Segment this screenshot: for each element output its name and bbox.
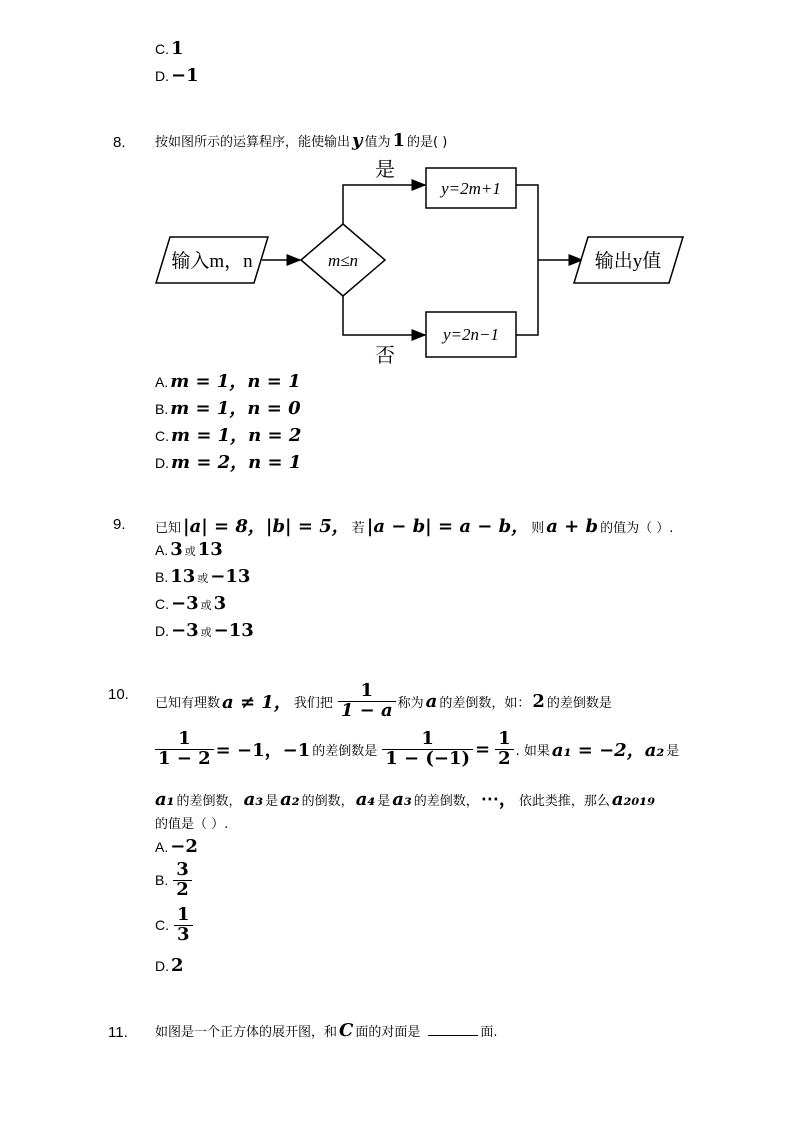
option-value: m = 1，n = 2 <box>171 425 302 446</box>
option-letter: D. <box>155 455 169 471</box>
option-value: m = 1，n = 0 <box>170 398 301 419</box>
question-number-9: 9. <box>113 516 126 533</box>
option-letter: C. <box>155 41 169 57</box>
decision-label: m≤n <box>327 251 359 270</box>
question-number-8: 8. <box>113 134 126 151</box>
option-letter: C. <box>155 596 169 612</box>
q9-option-a[interactable]: A. 3 或 13 <box>155 539 223 560</box>
option-letter: A. <box>155 374 169 390</box>
option-letter: D. <box>155 958 169 974</box>
question-number-11: 11. <box>108 1024 128 1041</box>
option-value: m = 1，n = 1 <box>170 371 301 392</box>
no-branch-arrow <box>343 296 425 335</box>
q9-option-c[interactable]: C. −3 或 3 <box>155 593 227 614</box>
input-label: 输入m，n <box>171 251 253 272</box>
q10-line-1: 已知有理数 a ≠ 1， 我们把 $\frac{1}{1 - a}$ 称为 a 的差倒数，如： 2 的差倒数是 <box>155 680 612 721</box>
answer-blank[interactable] <box>428 1021 478 1036</box>
q9-stem: 已知 |a| = 8，|b| = 5， 若 |a − b| = a − b， 则 a + b 的值为（ ）. <box>155 516 674 537</box>
top-box-label: y=2m+1 <box>441 179 501 198</box>
q8-stem: 按如图所示的运算程序，能使输出 y 值为 1 的是( ) <box>155 130 448 151</box>
option-value: m = 2，n = 1 <box>171 452 302 473</box>
yes-branch-arrow <box>343 185 425 224</box>
option-letter: D. <box>155 68 169 84</box>
option-value: −2 <box>170 836 198 857</box>
q10-line-2: $\frac{1}{1 - 2}$ = −1，−1 的差倒数是 $\frac{1}{1 - (-1)}$ = $\frac{1}{2}$ . 如果 a₁ = −2，a₂ 是 <box>155 730 681 769</box>
option-value: 2 <box>171 955 184 976</box>
q9-option-d[interactable]: D. −3 或 −13 <box>155 620 254 641</box>
q10-option-c[interactable] <box>155 906 195 945</box>
q7-option-d[interactable] <box>155 65 201 86</box>
fraction: $\frac{3}{2}$ <box>173 861 192 900</box>
q10-option-b[interactable] <box>155 861 194 900</box>
fraction: $\frac{1}{2}$ <box>495 730 514 769</box>
option-letter: A. <box>155 542 169 558</box>
q7-option-c[interactable] <box>155 38 186 59</box>
bottom-box-label: y=2n−1 <box>443 325 499 344</box>
q10-line-4: 的值是（ ）. <box>155 817 229 832</box>
fraction: $\frac{1}{1 - a}$ <box>338 682 396 721</box>
fraction: $\frac{1}{3}$ <box>174 906 193 945</box>
q10-line-3: a₁ 的差倒数， a₃ 是 a₂ 的倒数， a₄ 是 a₃ 的差倒数， ⋯， 依此类推，那么 a₂₀₁₉ <box>155 789 656 810</box>
yes-label: 是 <box>375 159 395 181</box>
q9-option-b[interactable]: B. 13 或 −13 <box>155 566 251 587</box>
fraction: $\frac{1}{1 - 2}$ <box>155 730 214 769</box>
option-letter: B. <box>155 872 169 889</box>
q8-option-a[interactable] <box>155 367 303 393</box>
output-label: 输出y值 <box>594 251 662 272</box>
question-number-10: 10. <box>108 686 129 703</box>
option-letter: C. <box>155 428 169 444</box>
q8-flowchart <box>150 150 695 370</box>
option-value: −1 <box>171 65 199 86</box>
option-letter: D. <box>155 623 169 639</box>
option-letter: B. <box>155 569 169 585</box>
q8-option-d[interactable] <box>155 448 303 474</box>
option-letter: C. <box>155 917 169 934</box>
fraction: $\frac{1}{1 - (-1)}$ <box>382 730 473 769</box>
q8-option-c[interactable] <box>155 421 303 447</box>
merge-line <box>516 185 538 335</box>
option-letter: B. <box>155 401 169 417</box>
q10-option-a[interactable] <box>155 836 200 857</box>
q10-option-d[interactable] <box>155 955 186 976</box>
no-label: 否 <box>375 345 395 367</box>
option-letter: A. <box>155 839 169 855</box>
q8-option-b[interactable] <box>155 394 303 420</box>
option-value: 1 <box>171 38 184 59</box>
q11-stem: 如图是一个正方体的展开图，和 C 面的对面是 面. <box>155 1020 498 1041</box>
